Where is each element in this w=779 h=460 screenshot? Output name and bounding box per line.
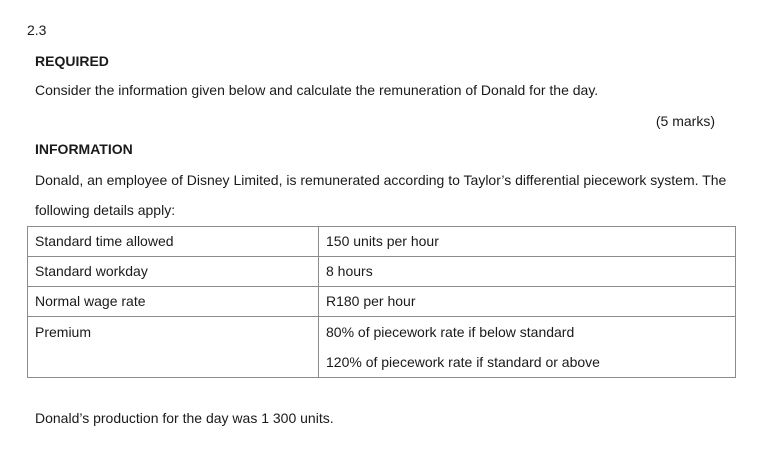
table-cell-label: Standard workday xyxy=(28,257,319,287)
section-number: 2.3 xyxy=(27,22,47,38)
table-row-standard-time xyxy=(28,227,736,257)
table-cell-label: Premium xyxy=(28,317,319,378)
required-heading: REQUIRED xyxy=(35,53,109,69)
details-table xyxy=(27,226,736,378)
table-cell-value xyxy=(319,317,736,378)
table-row-standard-workday xyxy=(28,257,736,287)
table-row-normal-wage-rate xyxy=(28,287,736,317)
premium-below-standard: 80% of piecework rate if below standard xyxy=(326,324,575,340)
table-cell-value: R180 per hour xyxy=(319,287,736,317)
required-instruction: Consider the information given below and calculate the remuneration of Donald for the day. xyxy=(35,82,599,98)
table-cell-value: 8 hours xyxy=(319,257,736,287)
table-cell-value: 150 units per hour xyxy=(319,227,736,257)
table-cell-label: Standard time allowed xyxy=(28,227,319,257)
table-cell-label: Normal wage rate xyxy=(28,287,319,317)
information-text-line-1: Donald, an employee of Disney Limited, is remunerated according to Taylor’s differential piecework system. The xyxy=(35,172,727,188)
information-text-line-2: following details apply: xyxy=(35,202,176,218)
production-statement: Donald’s production for the day was 1 300 units. xyxy=(35,410,334,426)
premium-standard-or-above: 120% of piecework rate if standard or above xyxy=(326,354,600,370)
marks-allocation: (5 marks) xyxy=(655,113,715,129)
information-heading: INFORMATION xyxy=(35,141,133,157)
table-row-premium xyxy=(28,317,736,378)
